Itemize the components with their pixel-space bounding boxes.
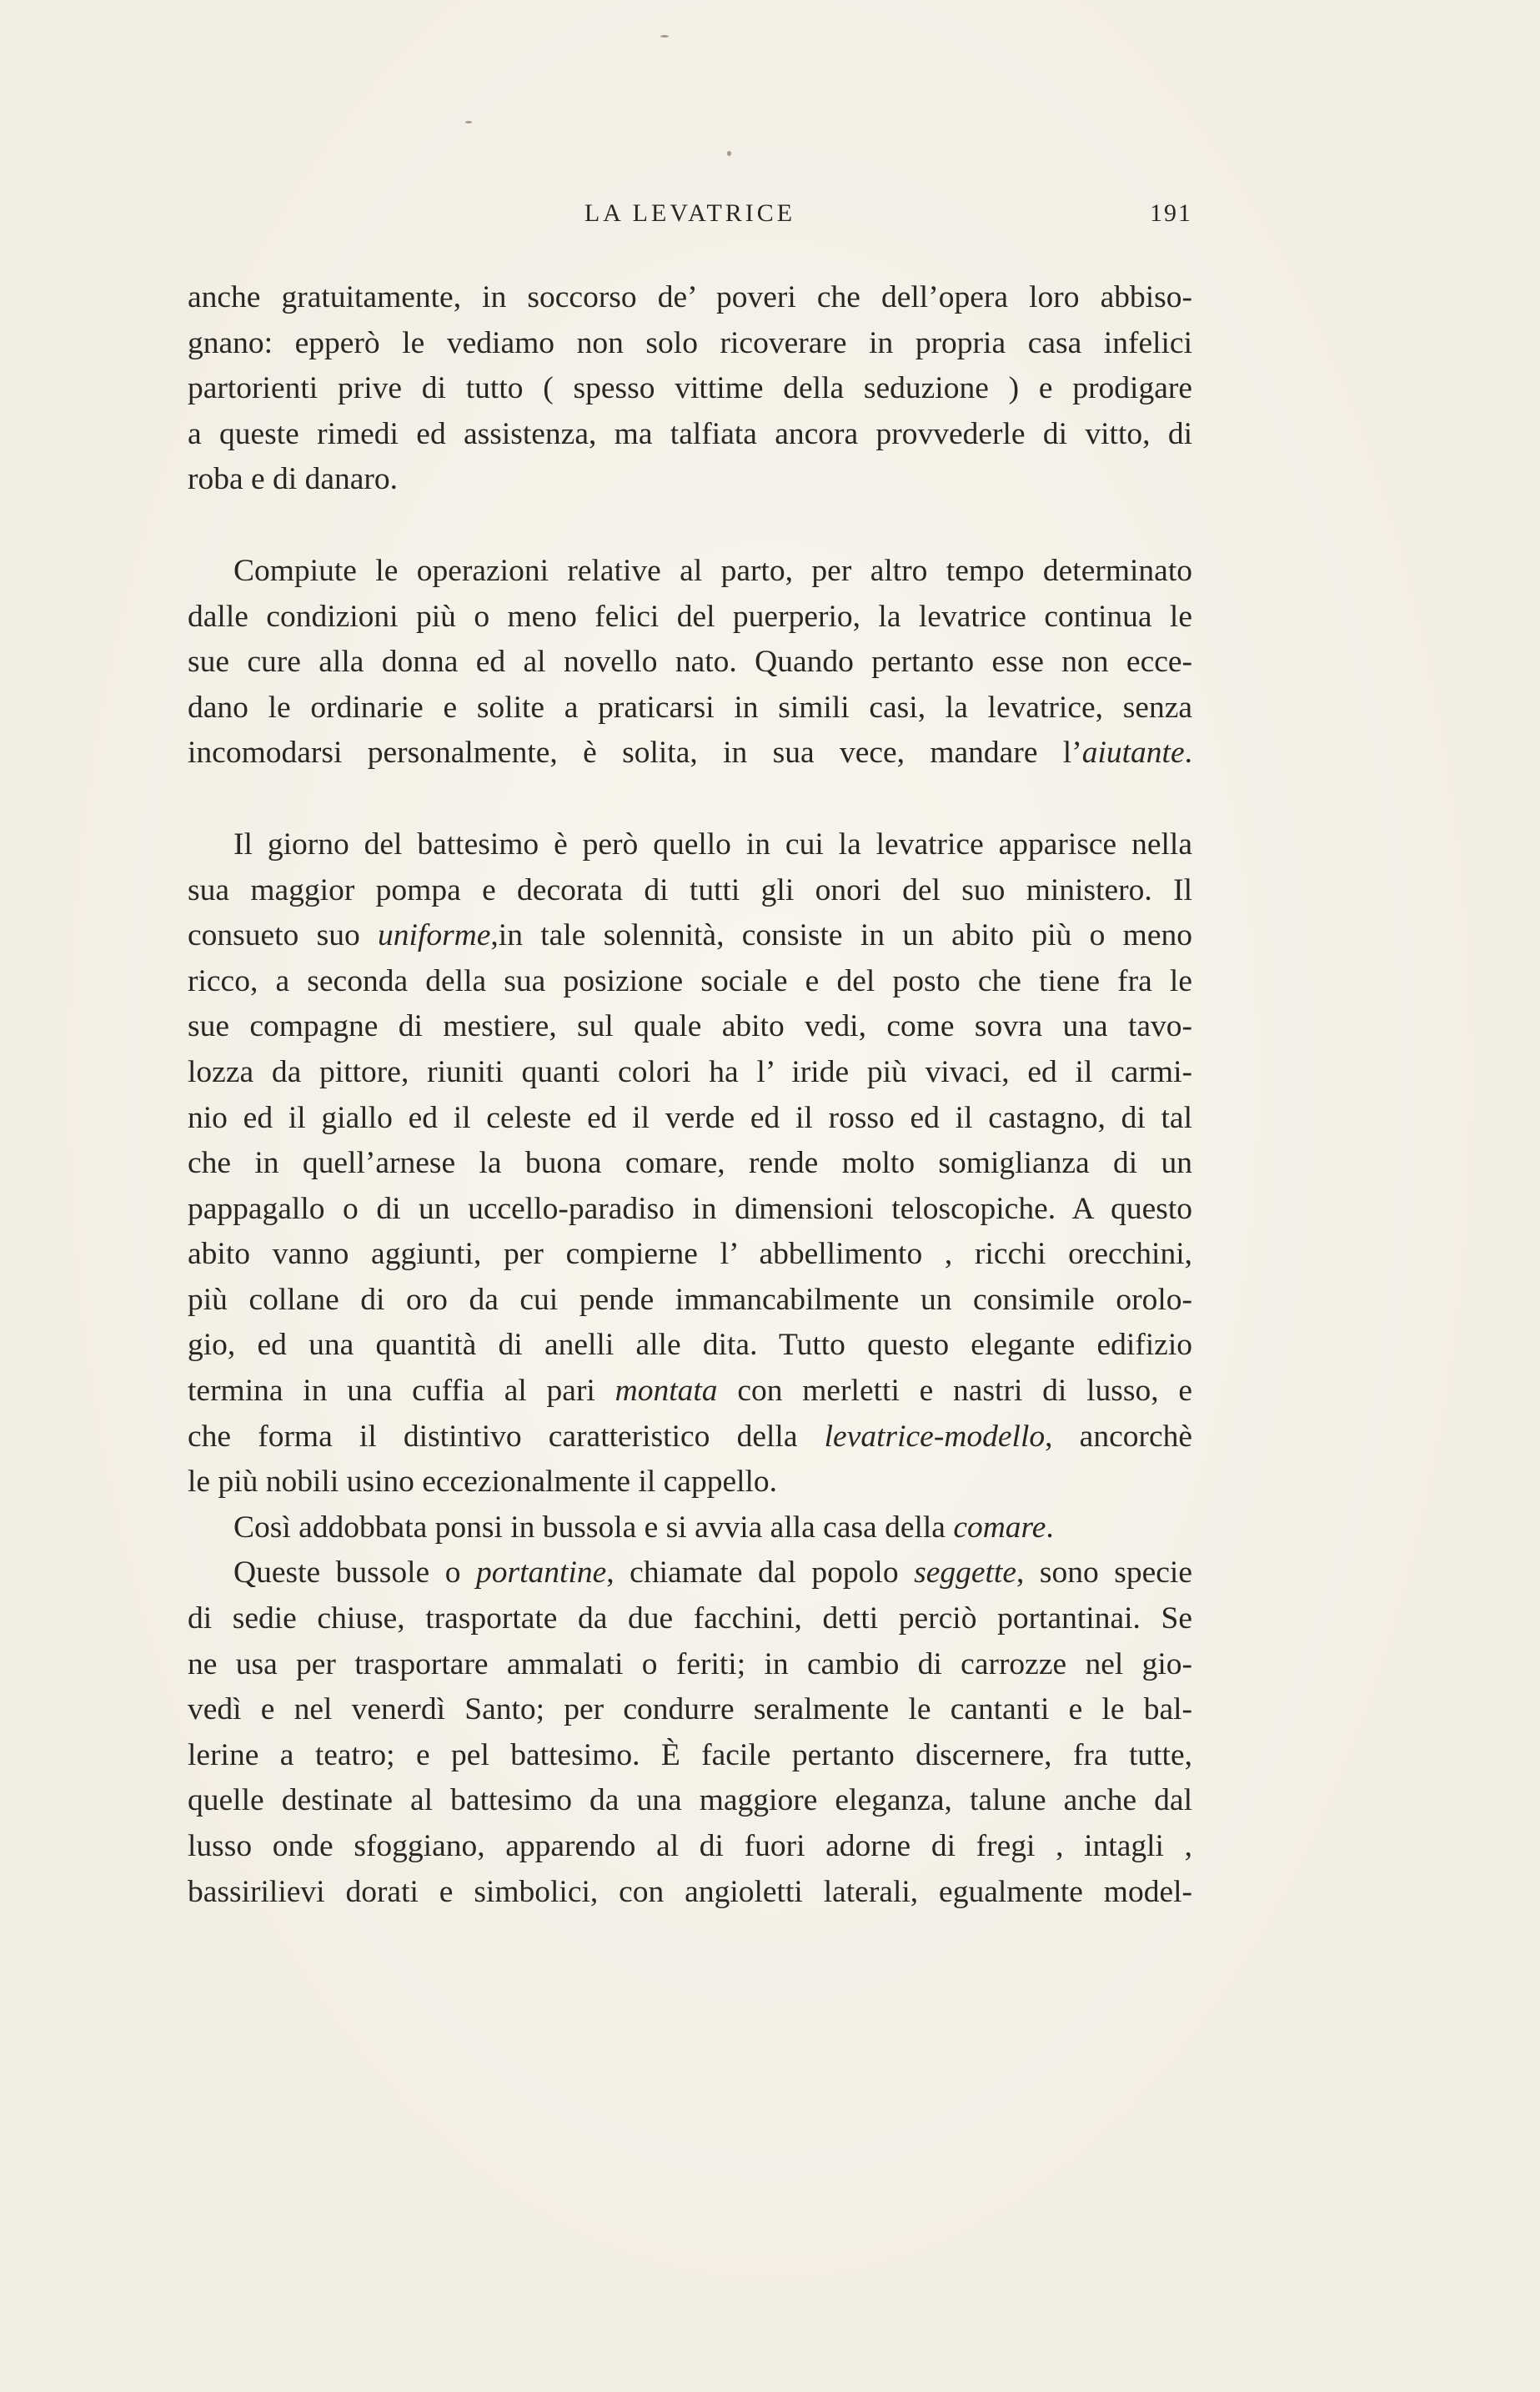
text-run: che forma il distintivo caratteristico della [188,1419,825,1454]
text-line: abito vanno aggiunti, per compierne l’ abbellimento , ricchi orecchini, [188,1237,1192,1272]
print-speck [465,121,472,123]
text-run: incomodarsi personalmente, è solita, in sua vece, mandare l’ [188,736,1082,771]
print-speck [660,35,669,38]
italic-word: comare [953,1510,1046,1545]
text-run: Queste bussole o [233,1555,477,1590]
paragraph-4 [188,1505,1192,1551]
text-line: vedì e nel venerdì Santo; per condurre seralmente le cantanti e le bal- [188,1692,1192,1727]
paragraph-5 [188,1550,1192,1915]
text-line: sue cure alla donna ed al novello nato. Quando pertanto esse non ecce- [188,645,1192,680]
paragraph-gap [188,776,1192,822]
text-line: gio, ed una quantità di anelli alle dita. Tutto questo elegante edifizio [188,1328,1192,1363]
text-line-with-italic [188,1369,1192,1415]
text-line: Compiute le operazioni relative al parto, per altro tempo determinato [233,553,1192,588]
text-run: consueto suo [188,918,378,953]
text-line: nio ed il giallo ed il celeste ed il verde ed il rosso ed il castagno, di tal [188,1100,1192,1135]
print-speck [727,151,731,156]
text-line: bassirilievi dorati e simbolici, con angioletti laterali, egualmente model- [188,1874,1192,1909]
italic-word: levatrice-modello [824,1419,1046,1454]
text-run: , ancorchè [1045,1419,1192,1454]
text-line: lusso onde sfoggiano, apparendo al di fuori adorne di fregi , intagli , [188,1829,1192,1863]
text-line-with-italic [188,913,1192,959]
text-line-with-italic [188,1505,1192,1551]
text-line: gnano: epperò le vediamo non solo ricoverare in propria casa infelici [188,325,1192,360]
text-line: ne usa per trasportare ammalati o feriti; in cambio di carrozze nel gio- [188,1646,1192,1681]
running-title: LA LEVATRICE [584,199,796,227]
text-line: anche gratuitamente, in soccorso de’ poveri che dell’opera loro abbiso- [188,280,1192,314]
text-line-with-italic [188,731,1192,776]
text-run: , sono specie [1016,1555,1192,1590]
text-line: quelle destinate al battesimo da una maggiore eleganza, talune anche dal [188,1783,1192,1818]
text-line: di sedie chiuse, trasportate da due facchini, detti perciò portantinai. Se [188,1601,1192,1636]
text-run: Così addobbata ponsi in bussola e si avvia alla casa della [233,1510,954,1545]
text-run: ,in tale solennità, consiste in un abito più o meno [490,918,1192,953]
text-run: . [1184,736,1192,771]
text-line: ricco, a seconda della sua posizione sociale e del posto che tiene fra le [188,963,1192,998]
text-line-with-italic [188,1415,1192,1460]
text-line: dalle condizioni più o meno felici del puerperio, la levatrice continua le [188,599,1192,634]
text-line: pappagallo o di un uccello-paradiso in dimensioni teloscopiche. A questo [188,1191,1192,1226]
paragraph-2 [188,549,1192,776]
text-line: a queste rimedi ed assistenza, ma talfiata ancora provvederle di vitto, di [188,416,1192,451]
italic-word: portantine [476,1555,607,1590]
text-line: dano le ordinarie e solite a praticarsi in simili casi, la levatrice, senza [188,690,1192,725]
italic-word: aiutante [1081,736,1185,771]
text-line-with-italic [188,1550,1192,1596]
text-line: sua maggior pompa e decorata di tutti gli onori del suo ministero. Il [188,872,1192,907]
text-line: lozza da pittore, riuniti quanti colori ha l’ iride più vivaci, ed il carmi- [188,1054,1192,1089]
text-run: termina in una cuffia al pari [188,1374,615,1409]
italic-word: montata [614,1374,718,1409]
paragraph-1 [188,275,1192,503]
text-line: sue compagne di mestiere, sul quale abito vedi, come sovra una tavo- [188,1009,1192,1044]
paragraph-gap [188,503,1192,549]
text-line: Il giorno del battesimo è però quello in cui la levatrice apparisce nella [233,827,1192,862]
body-text [188,275,1192,1915]
text-line: lerine a teatro; e pel battesimo. È facile pertanto discernere, fra tutte, [188,1737,1192,1772]
text-run: , chiamate dal popolo [606,1555,915,1590]
text-run: con merletti e nastri di lusso, e [717,1374,1192,1409]
text-line: che in quell’arnese la buona comare, rende molto somiglianza di un [188,1146,1192,1181]
page-header [188,197,1192,230]
text-line: più collane di oro da cui pende immancabilmente un consimile orolo- [188,1282,1192,1317]
italic-word: uniforme [378,918,491,953]
text-line: partorienti prive di tutto ( spesso vittime della seduzione ) e prodigare [188,371,1192,406]
text-run: . [1046,1510,1054,1545]
italic-word: seggette [914,1555,1016,1590]
page-number: 191 [1150,199,1192,227]
paragraph-3 [188,822,1192,1505]
text-line: roba e di danaro. [188,462,398,497]
text-line: le più nobili usino eccezionalmente il cappello. [188,1465,778,1500]
